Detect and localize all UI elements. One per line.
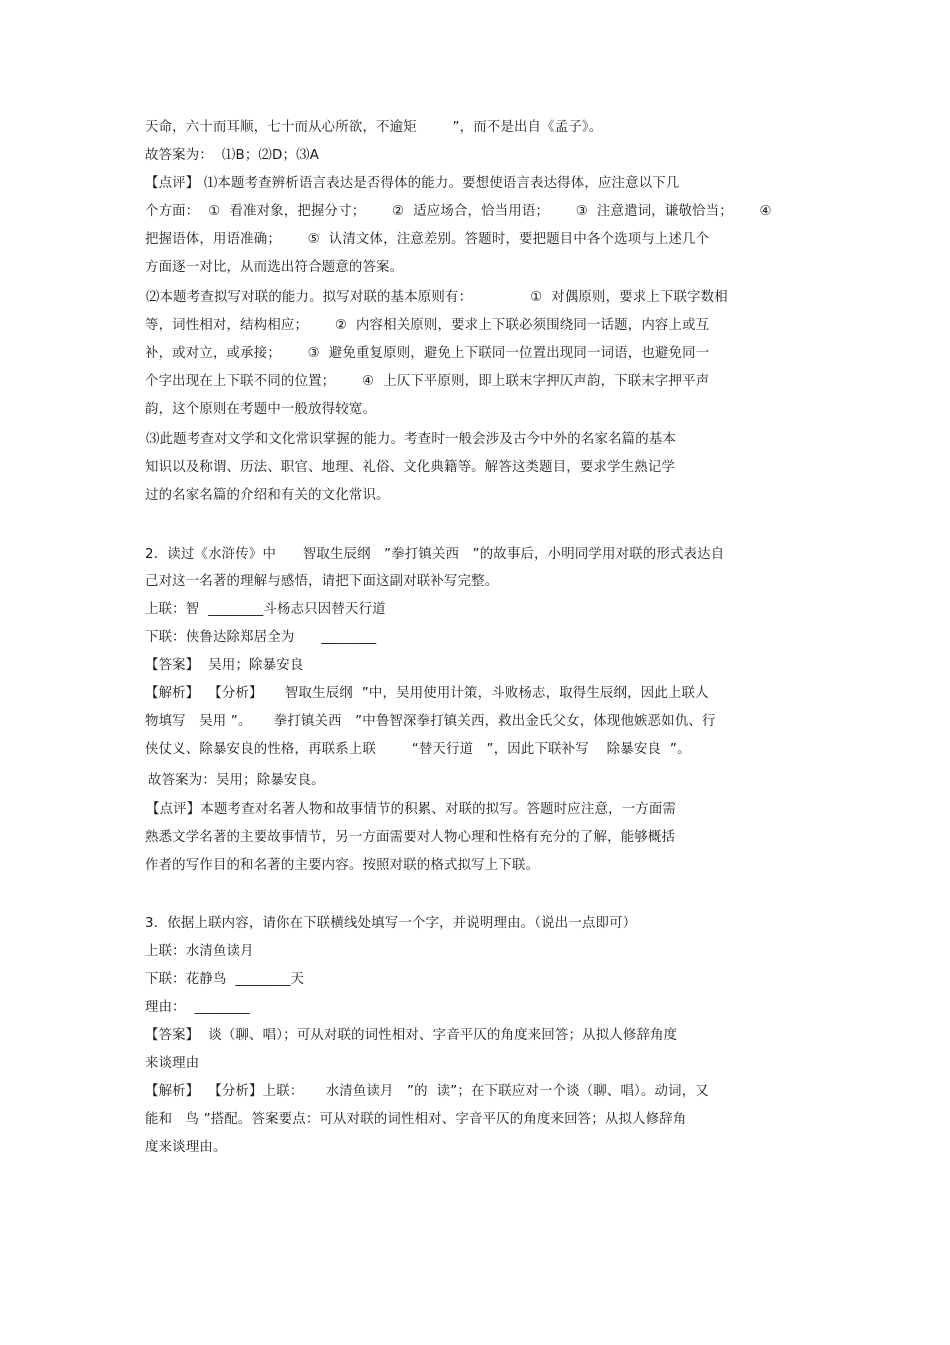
text-line: 【解析】 【分析】上联： 水清鱼读月 ”的 读”；在下联应对一个谈（聊、唱）。动词，又 <box>145 1084 709 1099</box>
text-line: 【点评】本题考查对名著人物和故事情节的积累、对联的拟写。答题时应注意，一方面需 <box>146 802 677 817</box>
text-line: 知识以及称谓、历法、职官、地理、礼俗、文化典籍等。解答这类题目，要求学生熟记学 <box>145 460 676 475</box>
text-line: 能和 鸟 ”搭配。答案要点：可从对联的词性相对、字音平仄的角度来回答；从拟人修辞角 <box>145 1112 687 1127</box>
text-line: 物填写 吴用 ”。 拳打镇关西 ”中鲁智深拳打镇关西，救出金氏父女，体现他嫉恶如仇、行 <box>145 714 716 729</box>
text-line: 个字出现在上下联不同的位置； ④ 上仄下平原则，即上联末字押仄声韵，下联末字押平声 <box>145 374 710 389</box>
text-line: 己对这一名著的理解与感悟，请把下面这副对联补写完整。 <box>145 574 499 589</box>
text-line: 过的名家名篇的介绍和有关的文化常识。 <box>145 488 390 503</box>
text-line: ⑵本题考查拟写对联的能力。拟写对联的基本原则有： ① 对偶原则，要求上下联字数相 <box>146 290 728 305</box>
question-3: 3．依据上联内容，请你在下联横线处填写一个字，并说明理由。（说出一点即可） <box>145 916 637 931</box>
text-line: 故答案为： ⑴B；⑵D；⑶A <box>145 148 320 163</box>
text-line: 下联：花静鸟 ________天 <box>145 972 305 987</box>
question-2: 2．读过《水浒传》中 智取生辰纲 ”拳打镇关西 ”的故事后，小明同学用对联的形式表达自 <box>145 547 725 562</box>
text-line: 上联：智 ________斗杨志只因替天行道 <box>145 602 386 617</box>
text-line: 方面逐一对比，从而选出符合题意的答案。 <box>145 260 404 275</box>
text-line: 侠仗义、除暴安良的性格，再联系上联 “替天行道 ”，因此下联补写 除暴安良 ”。 <box>145 742 691 757</box>
text-line: ⑶此题考查对文学和文化常识掌握的能力。考查时一般会涉及古今中外的名家名篇的基本 <box>146 432 677 447</box>
text-line: 韵，这个原则在考题中一般放得较宽。 <box>145 402 377 417</box>
text-line: 故答案为：吴用；除暴安良。 <box>148 773 325 788</box>
text-line: 把握语体，用语准确； ⑤ 认清文体，注意差别。答题时，要把题目中各个选项与上述几个 <box>145 232 710 247</box>
text-line: 等，词性相对，结构相应； ② 内容相关原则，要求上下联必须围绕同一话题，内容上或互 <box>145 318 710 333</box>
text-line: 补，或对立，或承接； ③ 避免重复原则，避免上下联同一位置出现同一词语，也避免同一 <box>145 346 710 361</box>
text-line: 来谈理由 <box>145 1056 200 1071</box>
text-line: 上联：水清鱼读月 <box>145 944 254 959</box>
text-line: 天命，六十而耳顺，七十而从心所欲，不逾矩 ”，而不是出自《孟子》。 <box>145 120 603 135</box>
text-line: 【点评】 ⑴本题考查辨析语言表达是否得体的能力。要想使语言表达得体，应注意以下几 <box>145 176 680 191</box>
text-line: 作者的写作目的和名著的主要内容。按照对联的格式拟写上下联。 <box>145 858 540 873</box>
text-line: 下联：侠鲁达除郑居全为 ________ <box>145 630 377 645</box>
text-line: 【解析】 【分析】 智取生辰纲 ”中，吴用使用计策，斗败杨志，取得生辰纲，因此上联人 <box>145 686 709 701</box>
answer-3: 【答案】 谈（聊、唱）；可从对联的词性相对、字音平仄的角度来回答；从拟人修辞角度 <box>145 1028 678 1043</box>
text-line: 熟悉文学名著的主要故事情节，另一方面需要对人物心理和性格有充分的了解，能够概括 <box>145 830 676 845</box>
text-line: 理由： ________ <box>145 1000 250 1015</box>
answer-2: 【答案】 吴用；除暴安良 <box>145 658 304 673</box>
text-line: 个方面： ① 看准对象，把握分寸； ② 适应场合，恰当用语； ③ 注意遣词，谦敬恰当； ④ <box>145 204 772 219</box>
text-line: 度来谈理由。 <box>145 1140 227 1155</box>
